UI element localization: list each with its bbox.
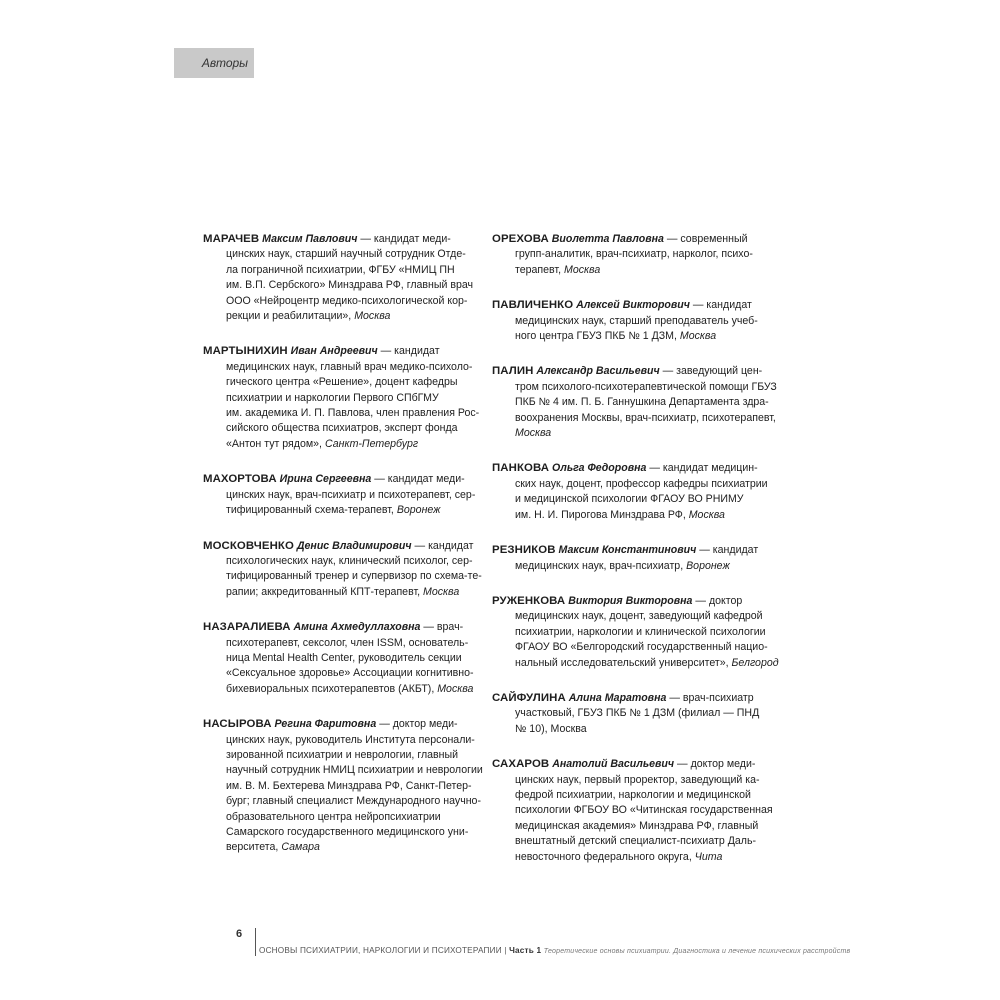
author-city: Чита xyxy=(694,850,723,863)
author-city: Воронеж xyxy=(686,559,730,572)
author-surname: МАРТЫНИХИН xyxy=(203,345,288,358)
author-entry: МАРТЫНИХИН Иван Андреевич — кандидат медицинских наук, главный врач медико-психоло- гического центра «Решение», доцент кафедры психиатрии и наркологии Первого СПбГМУ им. академика И. П. Павлова, член правления Рос- сийского общества психиатров, эксперт фонда «Антон тут рядом», Санкт-Петербург xyxy=(203,345,480,450)
author-entry: НАЗАРАЛИЕВА Амина Ахмедуллаховна — врач- психотерапевт, сексолог, член ISSM, основатель- ница Mental Health Center, руководитель секции «Сексуальное здоровье» Ассоциации когнитивно- бихевиоральных психотерапевтов (АКБТ), Москва xyxy=(203,621,474,695)
author-city: Москва xyxy=(423,585,460,598)
part-label: Часть 1 xyxy=(509,946,542,955)
author-city: Санкт-Петербург xyxy=(324,437,419,450)
book-title: ОСНОВЫ ПСИХИАТРИИ, НАРКОЛОГИИ И ПСИХОТЕРАПИИ xyxy=(259,946,502,955)
author-city: Белгород xyxy=(731,656,779,669)
author-entry: ПАНКОВА Ольга Федоровна — кандидат медицин- ских наук, доцент, профессор кафедры психиатрии и медицинской психологии ФГАОУ ВО РНИМУ им. Н. И. Пирогова Минздрава РФ, Москва xyxy=(492,462,768,521)
author-given-name: Регина Фаритовна xyxy=(274,718,377,731)
author-given-name: Максим Константинович xyxy=(558,544,697,557)
author-surname: НАЗАРАЛИЕВА xyxy=(203,621,291,634)
author-city: Москва xyxy=(679,330,717,343)
author-surname: ОРЕХОВА xyxy=(492,233,549,245)
author-given-name: Максим Павлович xyxy=(262,233,358,245)
running-head-separator: | xyxy=(504,946,507,955)
author-surname: ПАЛИН xyxy=(492,365,534,378)
author-city: Воронеж xyxy=(396,504,441,517)
author-given-name: Анатолий Васильевич xyxy=(552,758,675,771)
author-entry: ОРЕХОВА Виолетта Павловна — современный групп-аналитик, врач-психиатр, нарколог, психо- терапевт, Москва xyxy=(492,233,753,276)
author-surname: РЕЗНИКОВ xyxy=(492,544,556,557)
author-entry: САХАРОВ Анатолий Васильевич — доктор меди- цинских наук, первый проректор, заведующий ка- федрой психиатрии, наркологии и медицинской психологии ФГБОУ ВО «Читинская государственная медицинская академия» Минздрава РФ, главный внештатный детский специалист-психиатр Даль- невосточного федерального округа, Чита xyxy=(492,758,773,863)
author-entry: ПАЛИН Александр Васильевич — заведующий цен- тром психолого-психотерапевтической помощи ГБУЗ ПКБ № 4 им. П. Б. Ганнушкина Департамента здра- воохранения Москвы, врач-психиатр, психотерапевт, Москва xyxy=(492,365,777,440)
author-city: Москва xyxy=(564,263,601,276)
author-surname: САХАРОВ xyxy=(492,758,550,771)
author-surname: ПАВЛИЧЕНКО xyxy=(492,299,574,312)
author-surname: НАСЫРОВА xyxy=(203,718,272,731)
author-given-name: Виолетта Павловна xyxy=(551,233,664,245)
author-surname: МОСКОВЧЕНКО xyxy=(203,539,294,552)
author-entry: МАРАЧЕВ Максим Павлович — кандидат меди- цинских наук, старший научный сотрудник Отде- ла пограничной психиатрии, ФГБУ «НМИЦ ПН им. В.П. Сербского» Минздрава РФ, главный врач ООО «Нейроцентр медико-психологической кор- рекции и реабилитации», Москва xyxy=(203,233,474,323)
part-title: Теоретические основы психиатрии. Диагностика и лечение психических расстройств xyxy=(543,948,851,955)
author-entry: МАХОРТОВА Ирина Сергеевна — кандидат меди- цинских наук, врач-психиатр и психотерапевт, сер- тифицированный схема-терапевт, Воронеж xyxy=(203,473,476,517)
section-tab xyxy=(174,48,254,78)
author-surname: МАРАЧЕВ xyxy=(203,233,260,245)
footer-divider xyxy=(255,928,256,956)
author-entry: ПАВЛИЧЕНКО Алексей Викторович — кандидат медицинских наук, старший преподаватель учеб- ного центра ГБУЗ ПКБ № 1 ДЗМ, Москва xyxy=(492,299,758,343)
running-head xyxy=(259,946,850,955)
author-entry: РУЖЕНКОВА Виктория Викторовна — доктор медицинских наук, доцент, заведующий кафедрой психиатрии, наркологии и клинической психологии ФГАОУ ВО «Белгородский государственный нацио- нальный исследовательский университет», Белгород xyxy=(492,594,779,669)
author-given-name: Денис Владимирович xyxy=(296,539,412,552)
authors-column-right xyxy=(492,232,779,885)
author-city: Самара xyxy=(281,841,320,854)
author-given-name: Алина Маратовна xyxy=(568,691,667,704)
page-number: 6 xyxy=(236,928,243,940)
author-entry: РЕЗНИКОВ Максим Константинович — кандидат медицинских наук, врач-психиатр, Воронеж xyxy=(492,544,759,572)
author-surname: РУЖЕНКОВА xyxy=(492,594,566,607)
author-city: Москва xyxy=(688,508,725,521)
author-given-name: Александр Васильевич xyxy=(536,365,660,378)
author-given-name: Иван Андреевич xyxy=(290,345,378,358)
author-given-name: Ирина Сергеевна xyxy=(279,473,372,486)
author-city: Москва xyxy=(354,310,391,323)
author-city: Москва xyxy=(515,427,552,440)
author-entry: НАСЫРОВА Регина Фаритовна — доктор меди- цинских наук, руководитель Института персонали- зированной психиатрии и неврологии, главный научный сотрудник НМИЦ психиатрии и неврологии им. В. М. Бехтерева Минздрава РФ, Санкт-Петер- бург; главный специалист Международного научно- образовательного центра нейропсихиатрии Самарского государственного медицинского уни- верситета, Самара xyxy=(203,718,483,854)
author-entry: МОСКОВЧЕНКО Денис Владимирович — кандидат психологических наук, клинический психолог, сер- тифицированный тренер и супервизор по схема-те- рапии; аккредитованный КПТ-терапевт, Москва xyxy=(203,539,482,598)
authors-column-left xyxy=(203,232,481,876)
author-given-name: Ольга Федоровна xyxy=(552,462,647,475)
author-surname: МАХОРТОВА xyxy=(203,473,277,486)
author-given-name: Виктория Викторовна xyxy=(568,594,693,607)
author-city: Москва xyxy=(437,682,474,695)
author-surname: ПАНКОВА xyxy=(492,462,550,475)
author-entry: САЙФУЛИНА Алина Маратовна — врач-психиатр участковый, ГБУЗ ПКБ № 1 ДЗМ (филиал — ПНД № 10), Москва xyxy=(492,691,760,735)
author-given-name: Амина Ахмедуллаховна xyxy=(293,621,421,634)
author-given-name: Алексей Викторович xyxy=(576,299,690,312)
section-label: Авторы xyxy=(201,56,248,70)
author-surname: САЙФУЛИНА xyxy=(492,691,566,704)
